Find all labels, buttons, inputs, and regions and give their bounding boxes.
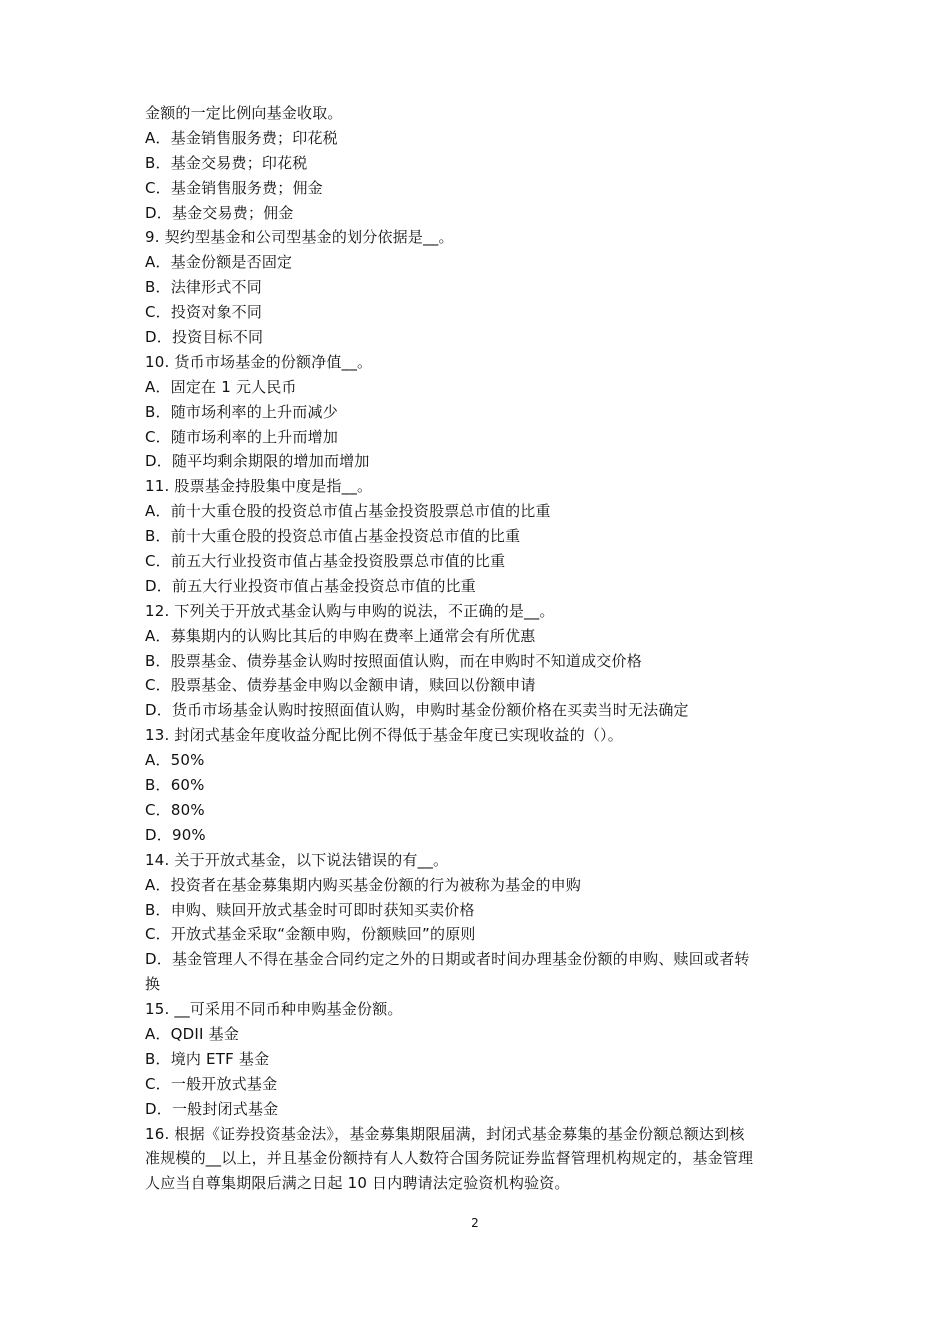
question-14: 14. 关于开放式基金，以下说法错误的有__。	[145, 850, 449, 869]
option-line: B．随市场利率的上升而减少	[145, 402, 338, 421]
option-line: C．80%	[145, 800, 205, 819]
option-line: C．股票基金、债券基金申购以金额申请，赎回以份额申请	[145, 676, 536, 695]
option-line: B．基金交易费；印花税	[145, 153, 308, 172]
question-9: 9. 契约型基金和公司型基金的划分依据是__。	[145, 228, 454, 247]
option-line: D．随平均剩余期限的增加而增加	[145, 452, 370, 471]
option-line: B．60%	[145, 776, 205, 795]
question-15: 15. __可采用不同币种申购基金份额。	[145, 1000, 403, 1019]
option-line: A．基金份额是否固定	[145, 253, 293, 272]
option-line: C．投资对象不同	[145, 303, 263, 322]
option-line: A．投资者在基金募集期内购买基金份额的行为被称为基金的申购	[145, 875, 582, 894]
option-line: D．投资目标不同	[145, 328, 264, 347]
option-line: B．境内 ETF 基金	[145, 1049, 270, 1068]
question-12: 12. 下列关于开放式基金认购与申购的说法，不正确的是__。	[145, 601, 555, 620]
option-line-continued: 换	[145, 975, 161, 994]
option-line: A．募集期内的认购比其后的申购在费率上通常会有所优惠	[145, 626, 536, 645]
option-line: C．开放式基金采取“金额申购，份额赎回”的原则	[145, 925, 476, 944]
option-line: C．基金销售服务费；佣金	[145, 178, 323, 197]
question-11: 11. 股票基金持股集中度是指__。	[145, 477, 373, 496]
question-16-continued: 准规模的__以上，并且基金份额持有人人数符合国务院证券监督管理机构规定的，基金管理	[145, 1149, 754, 1168]
question-16: 16. 根据《证券投资基金法》，基金募集期限届满，封闭式基金募集的基金份额总额达到核	[145, 1124, 745, 1143]
question-13: 13. 封闭式基金年度收益分配比例不得低于基金年度已实现收益的（）。	[145, 726, 623, 745]
option-line: A．QDII 基金	[145, 1024, 240, 1043]
option-line: D．基金交易费；佣金	[145, 203, 294, 222]
option-line: D．90%	[145, 825, 206, 844]
page-body	[145, 101, 825, 1196]
option-line: B．法律形式不同	[145, 278, 262, 297]
page-number: 2	[471, 1216, 479, 1230]
option-line: D．货币市场基金认购时按照面值认购，申购时基金份额价格在买卖当时无法确定	[145, 701, 689, 720]
option-line: C．随市场利率的上升而增加	[145, 427, 339, 446]
option-line: C．前五大行业投资市值占基金投资股票总市值的比重	[145, 552, 506, 571]
option-line: D．一般封闭式基金	[145, 1099, 279, 1118]
option-line: B．股票基金、债券基金认购时按照面值认购，而在申购时不知道成交价格	[145, 651, 642, 670]
option-line: D．前五大行业投资市值占基金投资总市值的比重	[145, 576, 476, 595]
question-10: 10. 货币市场基金的份额净值__。	[145, 352, 373, 371]
option-line: A．前十大重仓股的投资总市值占基金投资股票总市值的比重	[145, 502, 551, 521]
option-line: D．基金管理人不得在基金合同约定之外的日期或者时间办理基金份额的申购、赎回或者转	[145, 950, 750, 969]
option-line: A．基金销售服务费；印花税	[145, 128, 338, 147]
text-line: 金额的一定比例向基金收取。	[145, 104, 343, 122]
question-16-continued: 人应当自尊集期限后满之日起 10 日内聘请法定验资机构验资。	[145, 1174, 570, 1193]
option-line: C．一般开放式基金	[145, 1074, 278, 1093]
option-line: A．固定在 1 元人民币	[145, 377, 297, 396]
option-line: B．前十大重仓股的投资总市值占基金投资总市值的比重	[145, 527, 521, 546]
option-line: A．50%	[145, 751, 205, 770]
option-line: B．申购、赎回开放式基金时可即时获知买卖价格	[145, 900, 475, 919]
